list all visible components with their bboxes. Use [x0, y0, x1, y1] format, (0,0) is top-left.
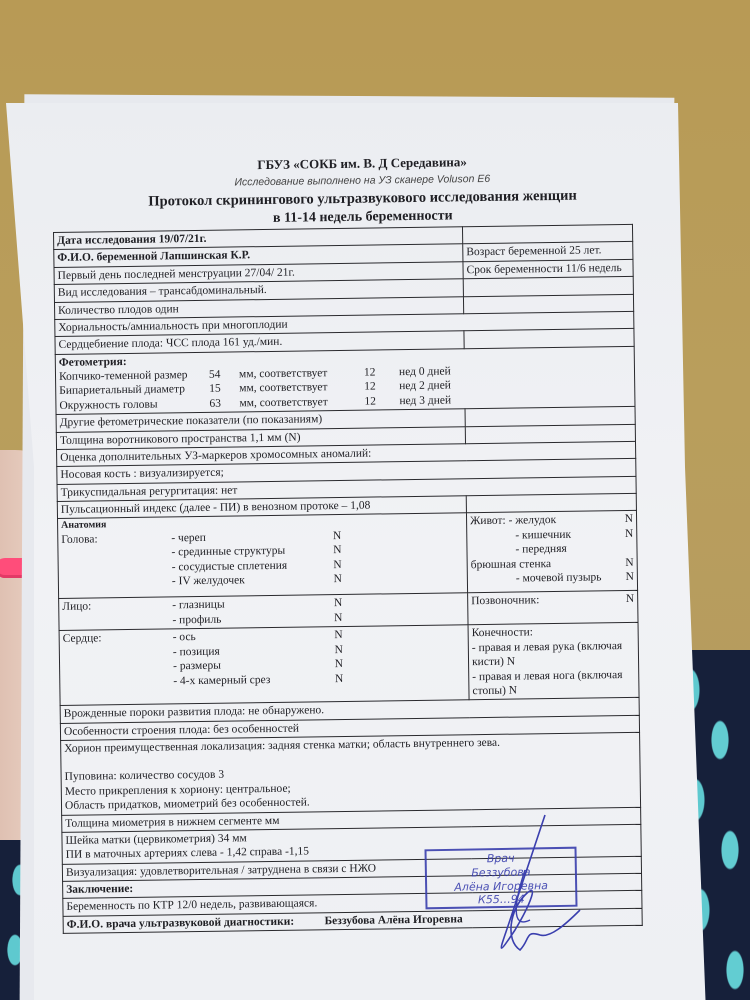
doctor-name: Беззубова Алёна Игоревна — [324, 913, 463, 928]
limbs-label: Конечности: — [471, 626, 534, 640]
fetometry-name: Копчико-теменной размер — [58, 369, 188, 383]
adnexa: Область придатков, миометрий без особенностей. — [64, 796, 310, 813]
conclusion-heading: Заключение: — [63, 873, 642, 898]
exam-type: Вид исследования – трансабдоминальный. — [54, 279, 463, 302]
table-row — [58, 511, 638, 599]
fetometry-value: 15 — [209, 383, 221, 396]
anatomy-abdomen — [470, 512, 634, 586]
anatomy-item: - 4-х камерный срез — [173, 673, 271, 687]
table-row — [61, 732, 641, 815]
anatomy-value: N — [624, 527, 634, 540]
anatomy-label: Голова: — [61, 533, 98, 546]
anatomy-label: Позвоночник: — [471, 594, 540, 608]
markers-assessment: Оценка дополнительных УЗ-маркеров хромосомных аномалий: — [57, 441, 636, 466]
fetometry-heading: Фетометрия: — [58, 355, 127, 369]
anatomy-item: - глазницы — [172, 599, 225, 612]
cord-insertion: Место прикрепления к хориону: центральное; — [64, 782, 291, 798]
stamp-line: Врач — [486, 851, 515, 866]
anatomy-heart — [63, 627, 466, 690]
anatomy-value: N — [334, 643, 343, 656]
anatomy-value: N — [333, 572, 342, 586]
nasal-bone: Носовая кость : визуализируется; — [57, 459, 636, 484]
anatomy-spine — [471, 592, 634, 609]
fetus-count: Количество плодов один — [54, 296, 463, 319]
exam-date: Дата исследования 19/07/21г. — [54, 227, 463, 250]
anatomy-limbs-cell — [468, 623, 639, 700]
anatomy-item: - сосудистые сплетения — [171, 559, 288, 573]
fetometry-unit: мм, соответствует — [239, 381, 328, 395]
anatomy-value: N — [332, 529, 342, 542]
fetometry-weeks: 12 — [364, 395, 376, 408]
anatomy-item: брюшная стенка — [470, 557, 552, 571]
fetometry-unit: мм, соответствует — [238, 367, 328, 381]
fetometry-days: нед 0 дней — [398, 365, 451, 379]
anatomy-item: - IV желудочек — [171, 574, 245, 588]
anatomy-item: - череп — [171, 531, 206, 545]
anatomy-abdomen-cell — [466, 511, 637, 593]
anatomy-value: N — [334, 672, 344, 685]
chorion-location: Хорион преимущественная локализация: задняя стенка матки; область внутреннего зева. — [64, 736, 501, 755]
table-row — [59, 623, 639, 706]
structure-features: Особенности строения плода: без особенностей — [60, 715, 639, 740]
anatomy-value: N — [334, 611, 343, 624]
stamp-line: Беззубова — [471, 865, 531, 880]
anatomy-value: N — [333, 558, 342, 571]
anatomy-value: N — [625, 556, 634, 569]
fetometry-weeks: 12 — [363, 366, 376, 379]
anatomy-value: N — [334, 658, 344, 671]
anatomy-value: N — [334, 629, 343, 642]
anatomy-head-cell — [58, 513, 468, 599]
fetometry-unit: мм, соответствует — [239, 395, 328, 410]
anatomy-value: N — [625, 593, 635, 606]
anatomy-item: - размеры — [172, 659, 221, 673]
gestational-term: Срок беременности 11/6 недель — [463, 259, 633, 279]
document-title: Протокол скринингового ультразвукового исследования женщин — [148, 188, 577, 211]
last-menstruation: Первый день последней менструации 27/04/ 21г. — [54, 262, 463, 285]
fetometry-section — [55, 346, 635, 415]
anatomy-item: - ось — [172, 631, 196, 644]
document-header — [112, 152, 613, 229]
anatomy-heading: Анатомия — [61, 519, 107, 532]
anatomy-item: - кишечник — [515, 528, 572, 542]
fetal-heartbeat: Сердцебиение плода: ЧСС плода 161 уд./мин. — [55, 331, 464, 354]
anatomy-item: - позиция — [172, 645, 220, 659]
uterine-artery-pi: ПИ в маточных артериях слева - 1,42 справа -1,15 — [65, 845, 310, 862]
anatomy-head — [61, 527, 464, 590]
anatomy-heart-cell — [59, 625, 469, 706]
organization-name: ГБУЗ «СОКБ им. В. Д Середавина» — [257, 154, 467, 173]
anatomy-item: - профиль — [172, 613, 222, 627]
anatomy-face — [62, 595, 464, 629]
cervix-length: Шейка матки (цервикометрия) 34 мм — [65, 832, 247, 847]
fetometry-days: нед 3 дней — [399, 394, 452, 407]
scanner-note: Исследование выполнено на УЗ сканере Voluson E6 — [234, 173, 491, 189]
ductus-venosus-pi: Пульсационный индекс (далее - ПИ) в венозном протоке – 1,08 — [57, 496, 466, 519]
tricuspid-regurgitation: Трикуспидальная регургитация: нет — [57, 476, 636, 501]
anatomy-value: N — [333, 544, 342, 557]
anatomy-value — [615, 541, 633, 556]
anatomy-spine-cell — [468, 591, 638, 625]
anatomy-value: N — [333, 597, 343, 610]
limbs-legs: - правая и левая нога (включая стопы) N — [472, 668, 623, 698]
fetometry-name: Бипариетальный диаметр — [59, 383, 186, 398]
fetometry-days: нед 2 дней — [399, 379, 452, 393]
document-subtitle: в 11-14 недель беременности — [272, 207, 453, 226]
chorionicity: Хориальность/амниальность при многоплодии — [55, 311, 634, 336]
anatomy-item: Живот: - желудок — [470, 514, 557, 528]
fetometry-name: Окружность головы — [59, 398, 158, 412]
anatomy-item: - срединные структуры — [171, 545, 286, 559]
anatomy-value: N — [624, 513, 634, 526]
malformations: Врожденные пороки развития плода: не обнаружено. — [60, 698, 639, 723]
visualization: Визуализация: удовлетворительная / затруднена в связи с НЖО — [62, 856, 641, 881]
anatomy-value: N — [625, 570, 634, 583]
fetometry-value: 63 — [209, 397, 221, 410]
fetometry-weeks: 12 — [364, 380, 376, 394]
other-fetometry: Другие фетометрические показатели (по показаниям) — [56, 409, 465, 432]
anatomy-item: - передняя — [515, 542, 567, 556]
nuchal-translucency: Толщина воротникового пространства 1,1 мм (N) — [56, 426, 465, 449]
patient-name: Ф.И.О. беременной Лапшинская К.Р. — [54, 244, 463, 267]
anatomy-item: - мочевой пузырь — [515, 571, 602, 585]
anatomy-label: Сердце: — [62, 632, 102, 646]
umbilical-cord: Пуповина: количество сосудов 3 — [64, 769, 225, 784]
conclusion-text: Беременность по КТР 12/0 недель, развивающаяся. — [63, 891, 642, 916]
patient-age: Возраст беременной 25 лет. — [463, 242, 633, 262]
fetometry-value: 54 — [208, 368, 221, 381]
signature-icon — [470, 810, 590, 960]
limbs-arms: - правая и левая рука (включая кисти) N — [471, 639, 623, 669]
doctor-label: Ф.И.О. врача ультразвуковой диагностики: — [66, 915, 295, 931]
chorion-cord-section — [61, 732, 641, 815]
myometrium-thickness: Толщина миометрия в нижнем сегменте мм — [62, 807, 641, 832]
anatomy-label: Лицо: — [62, 600, 92, 614]
stamp-line: К55…94 — [477, 892, 525, 907]
table-row — [55, 346, 635, 415]
stamp-line: Алёна Игоревна — [454, 878, 549, 894]
